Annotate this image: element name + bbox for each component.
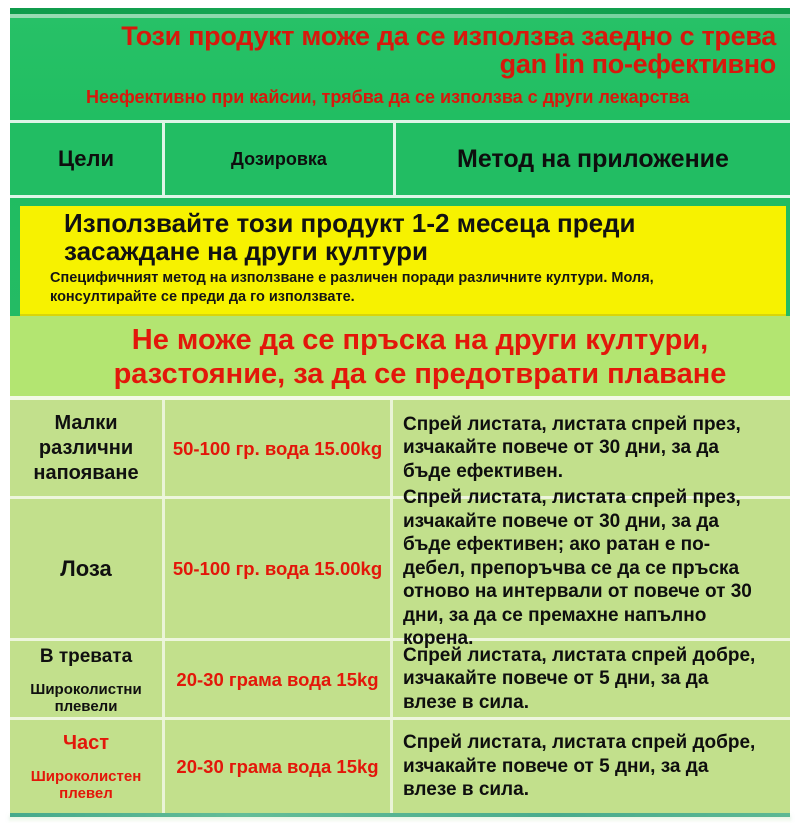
- method-text: Спрей листата, листата спрей добре, изчакайте повече от 5 дни, за да влезе в сила.: [403, 732, 756, 801]
- product-instruction-sheet: [10, 8, 790, 823]
- target-cell: [10, 499, 162, 638]
- dosage-cell: [162, 400, 390, 496]
- dosage-value: 50-100 гр. вода 15.00kg: [172, 558, 383, 579]
- target-label: В тревата: [39, 645, 133, 667]
- table-row: [10, 717, 790, 813]
- method-cell: [390, 720, 790, 813]
- method-cell: [390, 641, 790, 717]
- target-sublabel: Широколистни плевели: [30, 680, 142, 715]
- dosage-value: 20-30 грама вода 15kg: [176, 756, 379, 777]
- usage-notice-note: Специфичният метод на използване е различен поради различните култури. Моля, консултирайте се преди да го използвате.: [50, 270, 654, 305]
- table-row: [10, 638, 790, 717]
- method-text: Спрей листата, листата спрей през, изчакайте повече от 30 дни, за да бъде ефективен; ако ратан е по-дебел, препоръчва се да се пръска отново на интервали от повече от 30 дни, за да се премахне напълно корена.: [403, 487, 752, 650]
- method-text: Спрей листата, листата спрей добре, изчакайте повече от 5 дни, за да влезе в сила.: [403, 644, 756, 713]
- method-cell: [390, 400, 790, 496]
- usage-notice-title: Използвайте този продукт 1-2 месеца преди засаждане на други култури: [64, 208, 636, 266]
- usage-notice-box: [20, 206, 786, 316]
- headline-text: Този продукт може да се използва заедно с трева gan lin по-ефективно: [121, 21, 776, 79]
- column-header-dosage: Дозировка: [165, 123, 393, 195]
- method-text: Спрей листата, листата спрей през, изчакайте повече от 30 дни, за да бъде ефективен.: [403, 413, 741, 482]
- dosage-value: 50-100 гр. вода 15.00kg: [172, 437, 383, 459]
- method-cell: [390, 487, 790, 650]
- header-section: [10, 18, 790, 316]
- subheadline-text: Неефективно при кайсии, трябва да се използва с други лекарства: [86, 87, 690, 107]
- bottom-fade: [10, 817, 790, 823]
- dosage-cell: [162, 499, 390, 638]
- table-row: [10, 487, 790, 650]
- target-sublabel: Широколистен плевел: [30, 768, 142, 802]
- warning-banner: Не може да се пръска на други култури, разстояние, за да се предотврати плаване: [10, 316, 790, 396]
- dosage-cell: [162, 720, 390, 813]
- target-cell: [10, 720, 162, 813]
- target-cell: [10, 641, 162, 717]
- usage-table-body: [10, 396, 790, 813]
- target-label: Малки различни напояване: [33, 411, 139, 484]
- target-label: Част: [62, 732, 110, 754]
- column-header-targets: Цели: [10, 123, 162, 195]
- target-cell: [10, 400, 162, 496]
- table-header-row: [10, 120, 790, 198]
- dosage-value: 20-30 грама вода 15kg: [176, 668, 379, 690]
- target-label: Лоза: [60, 556, 112, 581]
- column-header-method: Метод на приложение: [396, 123, 790, 195]
- table-row: [10, 396, 790, 496]
- dosage-cell: [162, 641, 390, 717]
